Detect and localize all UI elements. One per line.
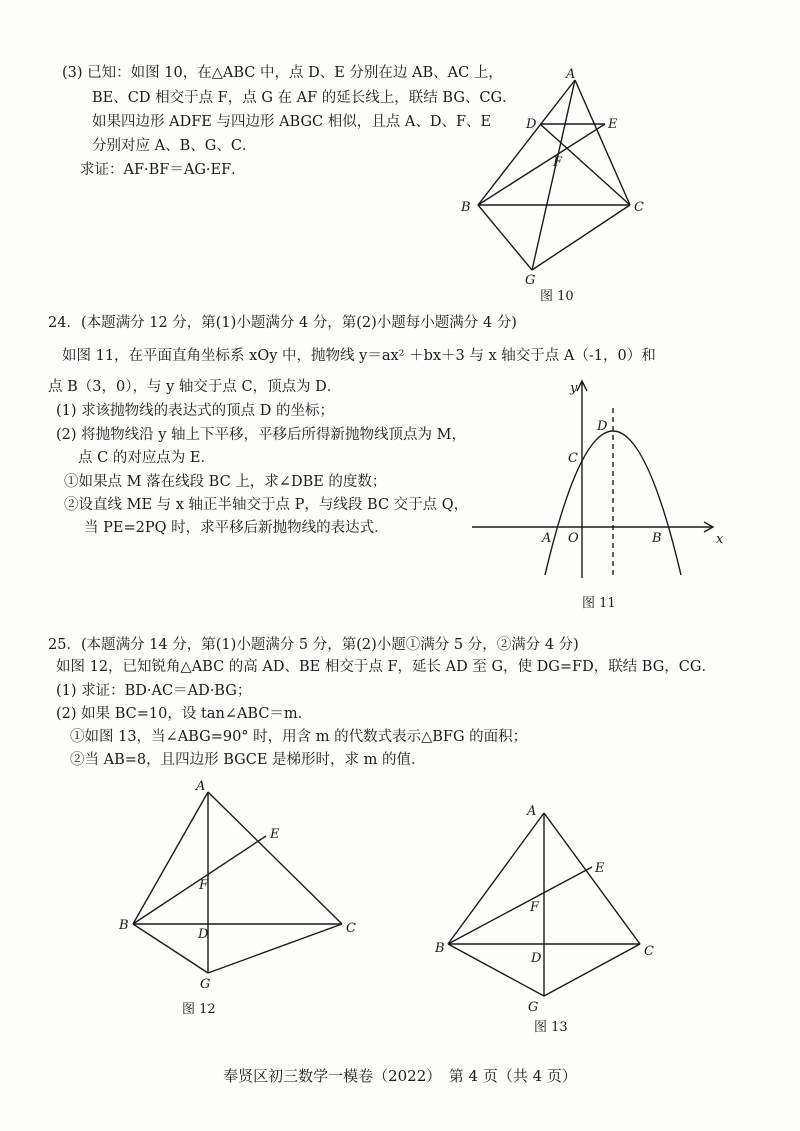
- fig10-label-c: C: [634, 200, 644, 215]
- q25-line: ①如图 13，当∠ABG=90° 时，用含 m 的代数式表示△BFG 的面积；: [70, 729, 528, 745]
- fig13-label-d: D: [531, 951, 542, 966]
- fig12-label-f: F: [199, 878, 209, 893]
- fig12-label-e: E: [270, 827, 280, 842]
- q24-line: 当 PE=2PQ 时，求平移后新抛物线的表达式．: [84, 520, 389, 536]
- q23-line: 如果四边形 ADFE 与四边形 ABGC 相似，且点 A、D、F、E: [92, 114, 492, 130]
- q24-line: ①如果点 M 落在线段 BC 上，求∠DBE 的度数；: [64, 474, 387, 490]
- fig12-label-c: C: [346, 921, 356, 936]
- fig10-label-a: A: [566, 67, 576, 82]
- q24-line: (2) 将抛物线沿 y 轴上下平移，平移后所得新抛物线顶点为 M，: [56, 427, 467, 443]
- fig13-label-c: C: [644, 944, 654, 959]
- q24-line: ②设直线 ME 与 x 轴正半轴交于点 P，与线段 BC 交于点 Q，: [64, 497, 469, 513]
- fig10-label-e: E: [608, 117, 618, 132]
- fig11-label-y: y: [570, 381, 578, 396]
- fig11-label-d: D: [597, 419, 608, 434]
- q25-line: (1) 求证：BD·AC＝AD·BG；: [56, 683, 252, 699]
- fig13-label-e: E: [595, 861, 605, 876]
- q24-line: 点 B（3，0），与 y 轴交于点 C，顶点为 D．: [48, 379, 342, 395]
- q25-line: ②当 AB=8，且四边形 BGCE 是梯形时，求 m 的值．: [70, 752, 426, 768]
- fig12-label-b: B: [119, 918, 129, 933]
- q23-line: BE、CD 相交于点 F，点 G 在 AF 的延长线上，联结 BG、CG．: [92, 90, 517, 106]
- fig10-label-d: D: [526, 117, 537, 132]
- q23-line: 分别对应 A、B、G、C．: [92, 138, 257, 154]
- fig11-caption: 图 11: [582, 596, 616, 611]
- fig11-label-b: B: [652, 531, 662, 546]
- fig12-label-a: A: [196, 779, 206, 794]
- fig11-label-o: O: [568, 531, 579, 546]
- fig12-label-d: D: [198, 927, 209, 942]
- fig13-label-f: F: [530, 900, 540, 915]
- fig11-label-c: C: [568, 451, 578, 466]
- fig10-caption: 图 10: [540, 289, 574, 304]
- q23-line: 求证：AF·BF＝AG·EF．: [80, 162, 246, 178]
- fig10-label-b: B: [461, 200, 471, 215]
- fig13-label-a: A: [527, 804, 537, 819]
- fig11-label-a: A: [542, 531, 552, 546]
- fig13-caption: 图 13: [534, 1020, 568, 1035]
- q24-line: (1) 求该抛物线的表达式的顶点 D 的坐标；: [56, 403, 334, 419]
- page-footer: 奉贤区初三数学一模卷（2022） 第 4 页（共 4 页）: [223, 1067, 577, 1085]
- fig11-label-x: x: [716, 532, 724, 547]
- q25-line: (2) 如果 BC=10，设 tan∠ABC＝m．: [56, 706, 313, 722]
- fig12-caption: 图 12: [182, 1002, 216, 1017]
- fig10-label-f: F: [553, 155, 563, 170]
- q24-header: 24．(本题满分 12 分，第(1)小题满分 4 分，第(2)小题每小题满分 4 分): [48, 315, 517, 331]
- q23-line: (3) 已知：如图 10，在△ABC 中，点 D、E 分别在边 AB、AC 上，: [62, 65, 503, 81]
- fig13-label-g: G: [528, 1000, 539, 1015]
- q25-line: 如图 12，已知锐角△ABC 的高 AD、BE 相交于点 F，延长 AD 至 G，使 DG=FD，联结 BG，CG．: [56, 659, 716, 675]
- q24-line: 点 C 的对应点为 E．: [78, 450, 216, 466]
- fig13-label-b: B: [435, 941, 445, 956]
- fig12-label-g: G: [200, 977, 211, 992]
- fig10-label-g: G: [525, 273, 536, 288]
- q25-header: 25．(本题满分 14 分，第(1)小题满分 5 分，第(2)小题①满分 5 分，②满分 4 分): [48, 637, 579, 653]
- q24-line: 如图 11，在平面直角坐标系 xOy 中，抛物线 y＝ax² ＋bx＋3 与 x 轴交于点 A（-1，0）和: [62, 348, 656, 364]
